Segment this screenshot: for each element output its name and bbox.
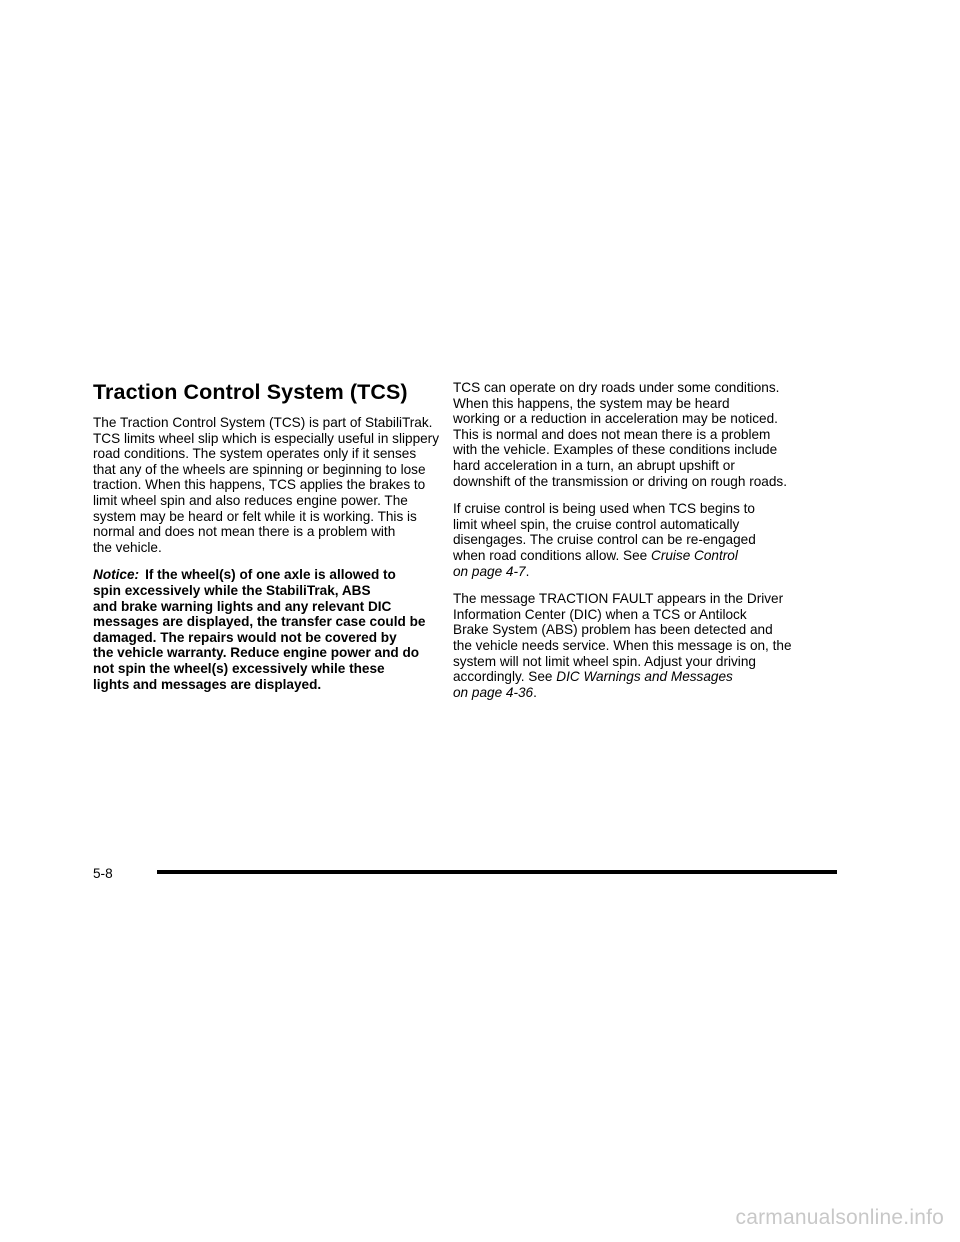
section-heading: Traction Control System (TCS) (93, 380, 408, 404)
notice-label: Notice: (93, 567, 140, 583)
notice-paragraph: Notice: If the wheel(s) of one axle is allowed to spin excessively while the StabiliTrak, ABS and brake warning lights and any relevant DIC messages are displayed, the transfer case could be damaged. The repairs would not be covered by the vehicle warranty. Reduce engine power and do not spin the wheel(s) excessively while these lights and messages are displayed. (93, 567, 426, 692)
footer-rule (157, 870, 837, 874)
dic-warnings-link[interactable]: DIC Warnings and Messages (556, 669, 733, 685)
left-column (93, 378, 455, 704)
cruise-control-page-link[interactable]: on page 4-7 (453, 563, 526, 579)
dic-warnings-page-link[interactable]: on page 4-36 (453, 684, 534, 700)
cruise-control-paragraph: If cruise control is being used when TCS begins to limit wheel spin, the cruise control automatically disengages. The cruise control can be re-engaged when road conditions allow. See Cruise Control on page 4-7. (453, 501, 756, 579)
cruise-control-link[interactable]: Cruise Control (651, 547, 738, 563)
page-number: 5-8 (93, 866, 113, 881)
right-column (453, 380, 845, 712)
traction-fault-paragraph: The message TRACTION FAULT appears in the Driver Information Center (DIC) when a TCS or Antilock Brake System (ABS) problem has been detected and the vehicle needs service. When this message is on, the system will not limit wheel spin. Adjust your driving accordingly. See DIC Warnings and Messages on page 4-36. (453, 591, 792, 700)
tcs-intro-paragraph: The Traction Control System (TCS) is part of StabiliTrak. TCS limits wheel slip which is especially useful in slippery road conditions. The system operates only if it senses that any of the wheels are spinning or beginning to lose traction. When this happens, TCS applies the brakes to limit wheel spin and also reduces engine power. The system may be heard or felt while it is working. This is normal and does not mean there is a problem with the vehicle. (93, 415, 440, 555)
dry-roads-paragraph: TCS can operate on dry roads under some conditions. When this happens, the system may be heard working or a reduction in acceleration may be noticed. This is normal and does not mean there is a problem with the vehicle. Examples of these conditions include hard acceleration in a turn, an abrupt upshift or downshift of the transmission or driving on rough roads. (453, 380, 787, 489)
watermark: carmanualsonline.info (735, 1206, 944, 1229)
